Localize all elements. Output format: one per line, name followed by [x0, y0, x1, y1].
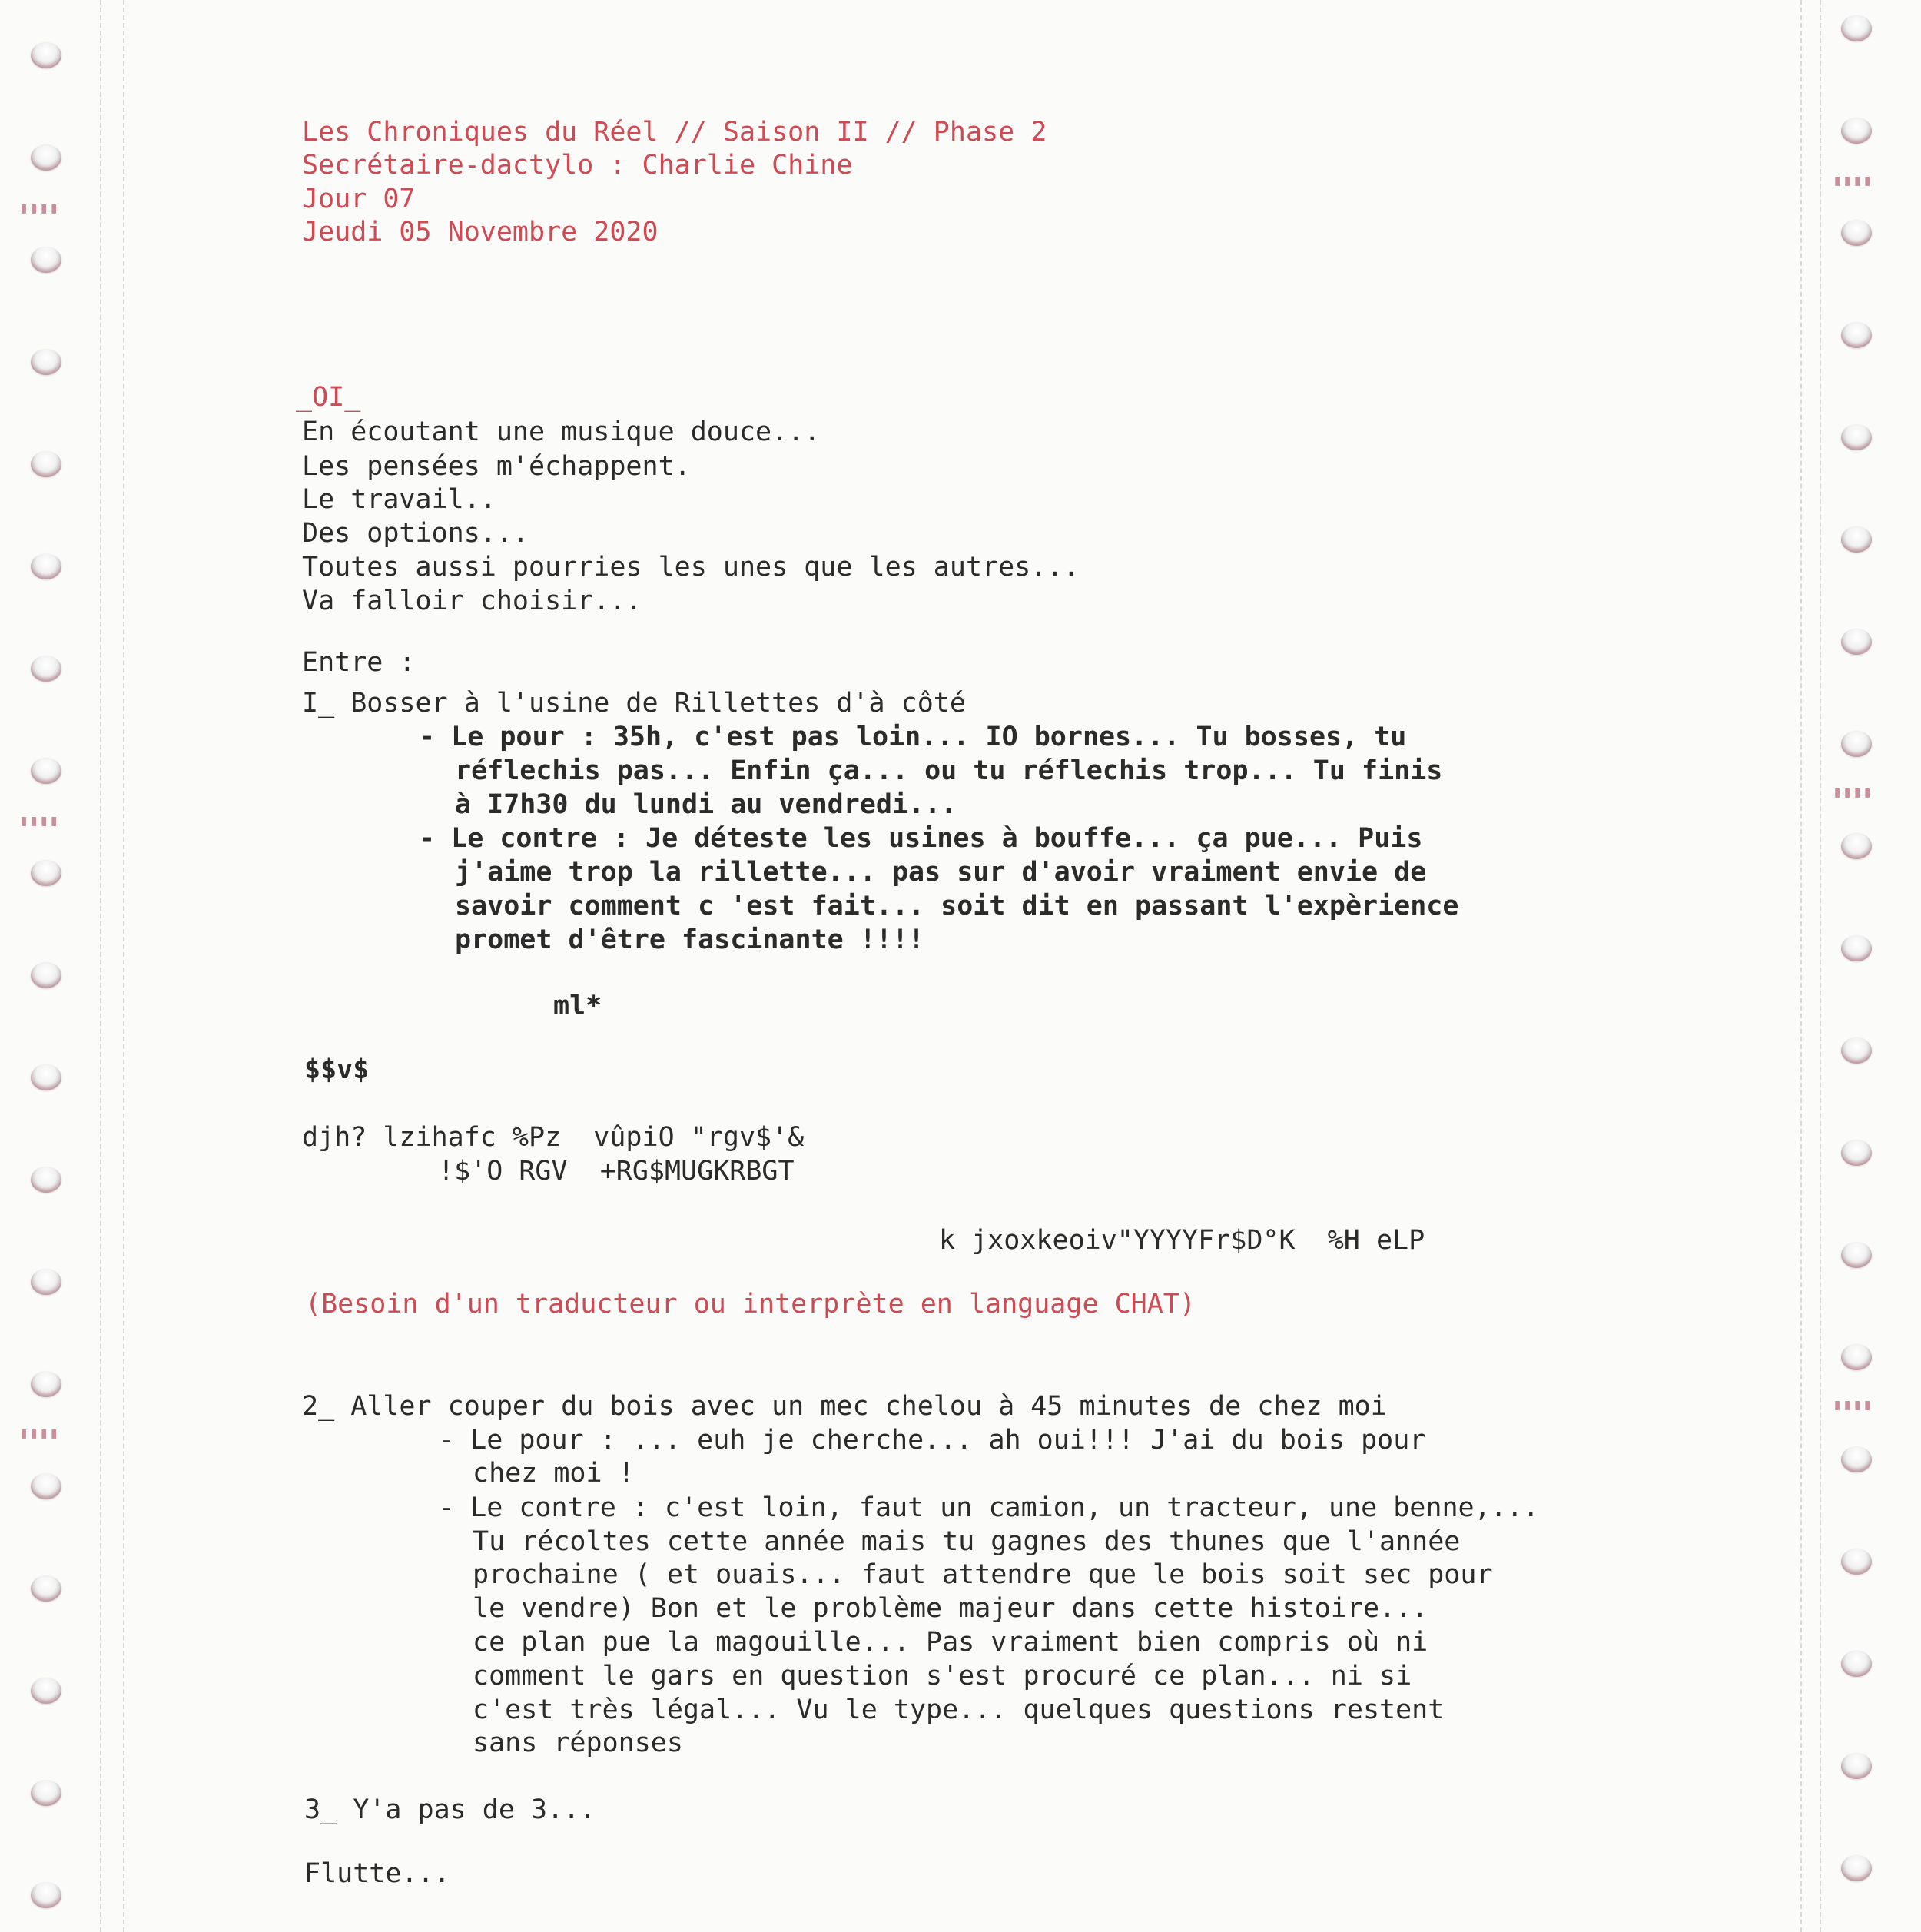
feed-hole: [1841, 629, 1872, 655]
option-2-contre-line: Tu récoltes cette année mais tu gagnes des thunes que l'année: [473, 1526, 1461, 1557]
left-tear-line: [100, 0, 101, 1932]
option-1-pour-line: réflechis pas... Enfin ça... ou tu réflechis trop... Tu finis: [455, 755, 1443, 786]
option-1-pour-line: à I7h30 du lundi au vendredi...: [455, 789, 957, 820]
feed-hole: [1841, 1140, 1872, 1166]
feed-hole: [31, 1064, 61, 1090]
feed-hole: [31, 962, 61, 988]
feed-hole: [31, 144, 61, 171]
right-tear-line: [1800, 0, 1802, 1932]
option-2-contre-line: comment le gars en question s'est procuré ce plan... ni si: [473, 1661, 1412, 1691]
option-2-contre-line: prochaine ( et ouais... faut attendre que le bois soit sec pour: [473, 1559, 1493, 1590]
feed-hole: [1841, 1753, 1872, 1779]
header-title: Les Chroniques du Réel // Saison II // Phase 2: [302, 117, 1047, 148]
perforation-mark: ▮▮▮▮: [1833, 171, 1873, 189]
perforation-mark: ▮▮▮▮: [19, 1423, 60, 1442]
header-day: Jour 07: [302, 184, 416, 214]
intro-line: Les pensées m'échappent.: [302, 451, 691, 482]
feed-hole: [1841, 526, 1872, 553]
header-date: Jeudi 05 Novembre 2020: [302, 217, 659, 247]
feed-hole: [1841, 833, 1872, 859]
cat-typing: k jxoxkeoiv"YYYYFr$D°K %H eLP: [939, 1225, 1425, 1256]
left-edge-line: [123, 0, 124, 1932]
perforation-mark: ▮▮▮▮: [19, 811, 60, 829]
feed-hole: [31, 349, 61, 375]
option-2-contre-line: sans réponses: [473, 1728, 683, 1758]
closing-line: Flutte...: [304, 1858, 450, 1889]
option-3: 3_ Y'a pas de 3...: [304, 1794, 596, 1825]
feed-hole: [31, 42, 61, 68]
feed-hole: [1841, 220, 1872, 246]
feed-hole: [31, 656, 61, 682]
feed-hole: [1841, 15, 1872, 41]
intro-line: Toutes aussi pourries les unes que les autres...: [302, 552, 1080, 583]
feed-hole: [31, 553, 61, 579]
feed-hole: [1841, 1242, 1872, 1268]
feed-hole: [31, 1780, 61, 1806]
intro-line: Va falloir choisir...: [302, 586, 642, 616]
option-2-title: 2_ Aller couper du bois avec un mec chelou à 45 minutes de chez moi: [302, 1391, 1387, 1422]
feed-hole: [31, 1678, 61, 1704]
option-2-pour-line: chez moi !: [473, 1458, 635, 1489]
feed-hole: [1841, 118, 1872, 144]
option-2-contre-line: ce plan pue la magouille... Pas vraiment bien compris où ni: [473, 1627, 1428, 1658]
intro-line: En écoutant une musique douce...: [302, 417, 821, 447]
perforation-mark: ▮▮▮▮: [1833, 782, 1873, 801]
option-1-pour-line: - Le pour : 35h, c'est pas loin... IO bornes... Tu bosses, tu: [419, 722, 1407, 752]
perforation-mark: ▮▮▮▮: [19, 198, 60, 217]
option-1-contre-line: j'aime trop la rillette... pas sur d'avoir vraiment envie de: [455, 857, 1427, 888]
cat-typing: !$'O RGV +RG$MUGKRBGT: [438, 1156, 795, 1187]
perforation-mark: ▮▮▮▮: [1833, 1395, 1873, 1413]
option-1-contre-line: - Le contre : Je déteste les usines à bouffe... ça pue... Puis: [419, 823, 1423, 854]
cat-typing: ml*: [553, 991, 602, 1021]
feed-hole: [31, 1371, 61, 1397]
header-secretary: Secrétaire-dactylo : Charlie Chine: [302, 150, 853, 181]
option-2-pour-line: - Le pour : ... euh je cherche... ah oui!!! J'ai du bois pour: [438, 1425, 1426, 1456]
feed-hole: [1841, 322, 1872, 348]
feed-hole: [1841, 1549, 1872, 1575]
option-1-title: I_ Bosser à l'usine de Rillettes d'à côté: [302, 688, 966, 719]
cat-typing: $$v$: [304, 1054, 370, 1085]
cat-typing: djh? lzihafc %Pz vûpiO "rgv$'&: [302, 1122, 805, 1153]
option-1-contre-line: savoir comment c 'est fait... soit dit en passant l'expèrience: [455, 891, 1459, 921]
feed-hole: [31, 1269, 61, 1295]
feed-hole: [31, 247, 61, 273]
feed-hole: [31, 860, 61, 886]
feed-hole: [1841, 935, 1872, 961]
option-2-contre-line: - Le contre : c'est loin, faut un camion, un tracteur, une benne,...: [438, 1492, 1539, 1523]
feed-hole: [1841, 1446, 1872, 1472]
feed-hole: [31, 758, 61, 784]
intro-line: Des options...: [302, 518, 529, 549]
right-edge-line: [1820, 0, 1821, 1932]
feed-hole: [1841, 1855, 1872, 1881]
section-marker: _OI_: [296, 382, 361, 413]
option-2-contre-line: c'est très légal... Vu le type... quelques questions restent: [473, 1695, 1445, 1725]
feed-hole: [31, 1882, 61, 1908]
intro-line: Le travail..: [302, 484, 496, 515]
feed-hole: [1841, 1344, 1872, 1370]
choices-intro: Entre :: [302, 647, 416, 678]
feed-hole: [1841, 1651, 1872, 1677]
feed-hole: [31, 1575, 61, 1602]
translator-note: (Besoin d'un traducteur ou interprète en language CHAT): [305, 1289, 1196, 1320]
feed-hole: [31, 1473, 61, 1499]
option-2-contre-line: le vendre) Bon et le problème majeur dans cette histoire...: [473, 1593, 1428, 1624]
option-1-contre-line: promet d'être fascinante !!!!: [455, 925, 925, 955]
feed-hole: [31, 451, 61, 477]
feed-hole: [1841, 731, 1872, 757]
feed-hole: [31, 1167, 61, 1193]
feed-hole: [1841, 424, 1872, 450]
feed-hole: [1841, 1037, 1872, 1064]
